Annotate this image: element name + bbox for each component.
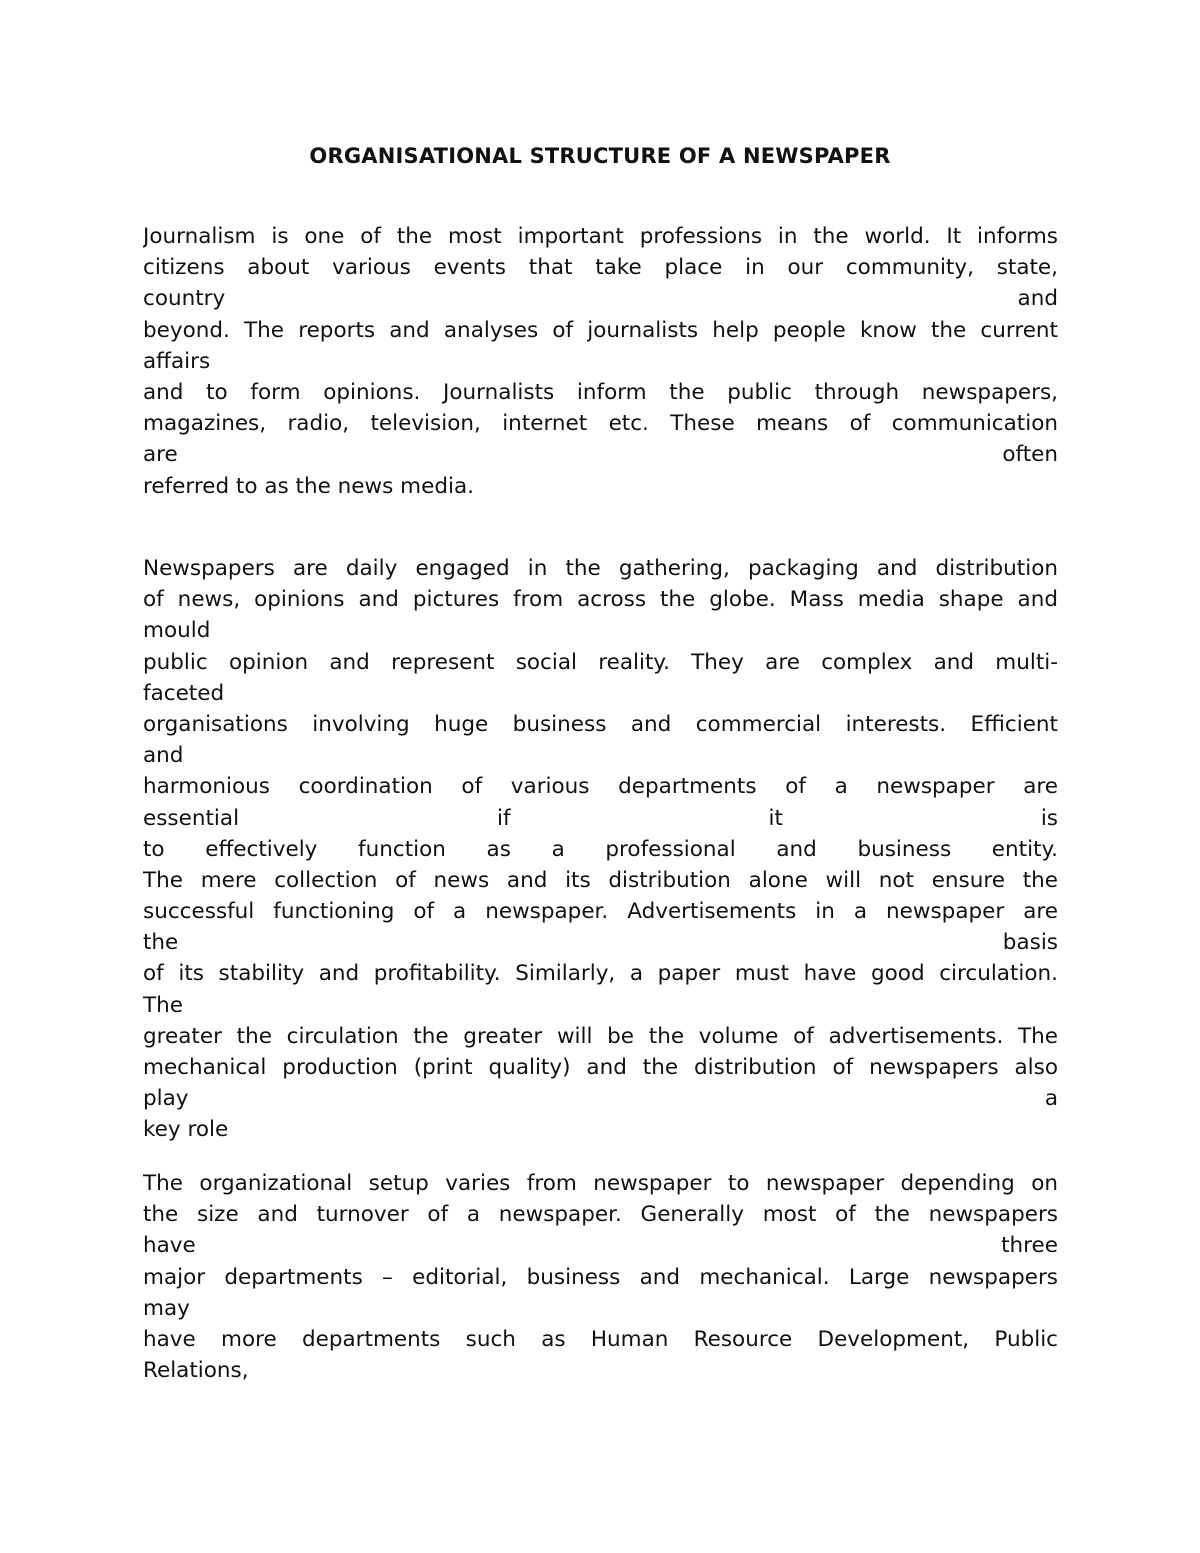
- paragraph-line: of its stability and profitability. Similarly, a paper must have good circulation.: [143, 961, 1058, 987]
- paragraph-line: are often: [143, 442, 1058, 468]
- paragraph-line: to effectively function as a professional and business entity.: [143, 836, 1058, 862]
- paragraph-line: major departments – editorial, business and mechanical. Large newspapers: [143, 1264, 1058, 1290]
- paragraph-line: The mere collection of news and its distribution alone will not ensure the: [143, 867, 1058, 893]
- paragraph-line: Relations,: [143, 1358, 249, 1384]
- paragraph-line: affairs: [143, 348, 211, 374]
- paragraph-line: The: [143, 992, 183, 1018]
- paragraph-line: faceted: [143, 680, 225, 706]
- paragraph-line: essential if it is: [143, 805, 1058, 831]
- paragraph-2: [143, 553, 1058, 1146]
- paragraph-line: key role: [143, 1117, 229, 1143]
- paragraph-line: harmonious coordination of various departments of a newspaper are: [143, 774, 1058, 800]
- paragraph-line: greater the circulation the greater will be the volume of advertisements. The: [143, 1023, 1058, 1049]
- paragraph-line: the size and turnover of a newspaper. Generally most of the newspapers: [143, 1202, 1058, 1228]
- paragraph-line: successful functioning of a newspaper. Advertisements in a newspaper are: [143, 899, 1058, 925]
- paragraph-line: and to form opinions. Journalists inform the public through newspapers,: [143, 379, 1058, 405]
- paragraph-line: mechanical production (print quality) and the distribution of newspapers also: [143, 1055, 1058, 1080]
- paragraph-line: beyond. The reports and analyses of journalists help people know the current: [143, 317, 1058, 343]
- paragraph-line: and: [143, 743, 184, 769]
- paragraph-line: referred to as the news media.: [143, 473, 474, 499]
- paragraph-line: public opinion and represent social reality. They are complex and multi-: [143, 649, 1058, 675]
- paragraph-line: have three: [143, 1233, 1058, 1259]
- paragraph-line: may: [143, 1295, 190, 1321]
- paragraph-line: organisations involving huge business and commercial interests. Efficient: [143, 711, 1058, 737]
- paragraph-line: citizens about various events that take place in our community, state,: [143, 255, 1058, 281]
- paragraph-line: magazines, radio, television, internet etc. These means of communication: [143, 411, 1058, 437]
- paragraph-line: the basis: [143, 930, 1058, 956]
- paragraph-line: play a: [143, 1086, 1058, 1112]
- page-title: ORGANISATIONAL STRUCTURE OF A NEWSPAPER: [309, 144, 891, 168]
- paragraph-line: mould: [143, 618, 211, 644]
- paragraph-3: [143, 1168, 1058, 1386]
- paragraph-line: Newspapers are daily engaged in the gathering, packaging and distribution: [143, 556, 1058, 581]
- paragraph-line: Journalism is one of the most important professions in the world. It informs: [143, 224, 1058, 249]
- paragraph-1: [143, 221, 1058, 502]
- paragraph-line: The organizational setup varies from newspaper to newspaper depending on: [143, 1171, 1058, 1196]
- paragraph-line: country and: [143, 286, 1058, 312]
- paragraph-line: of news, opinions and pictures from across the globe. Mass media shape and: [143, 587, 1058, 613]
- paragraph-line: have more departments such as Human Resource Development, Public: [143, 1326, 1058, 1352]
